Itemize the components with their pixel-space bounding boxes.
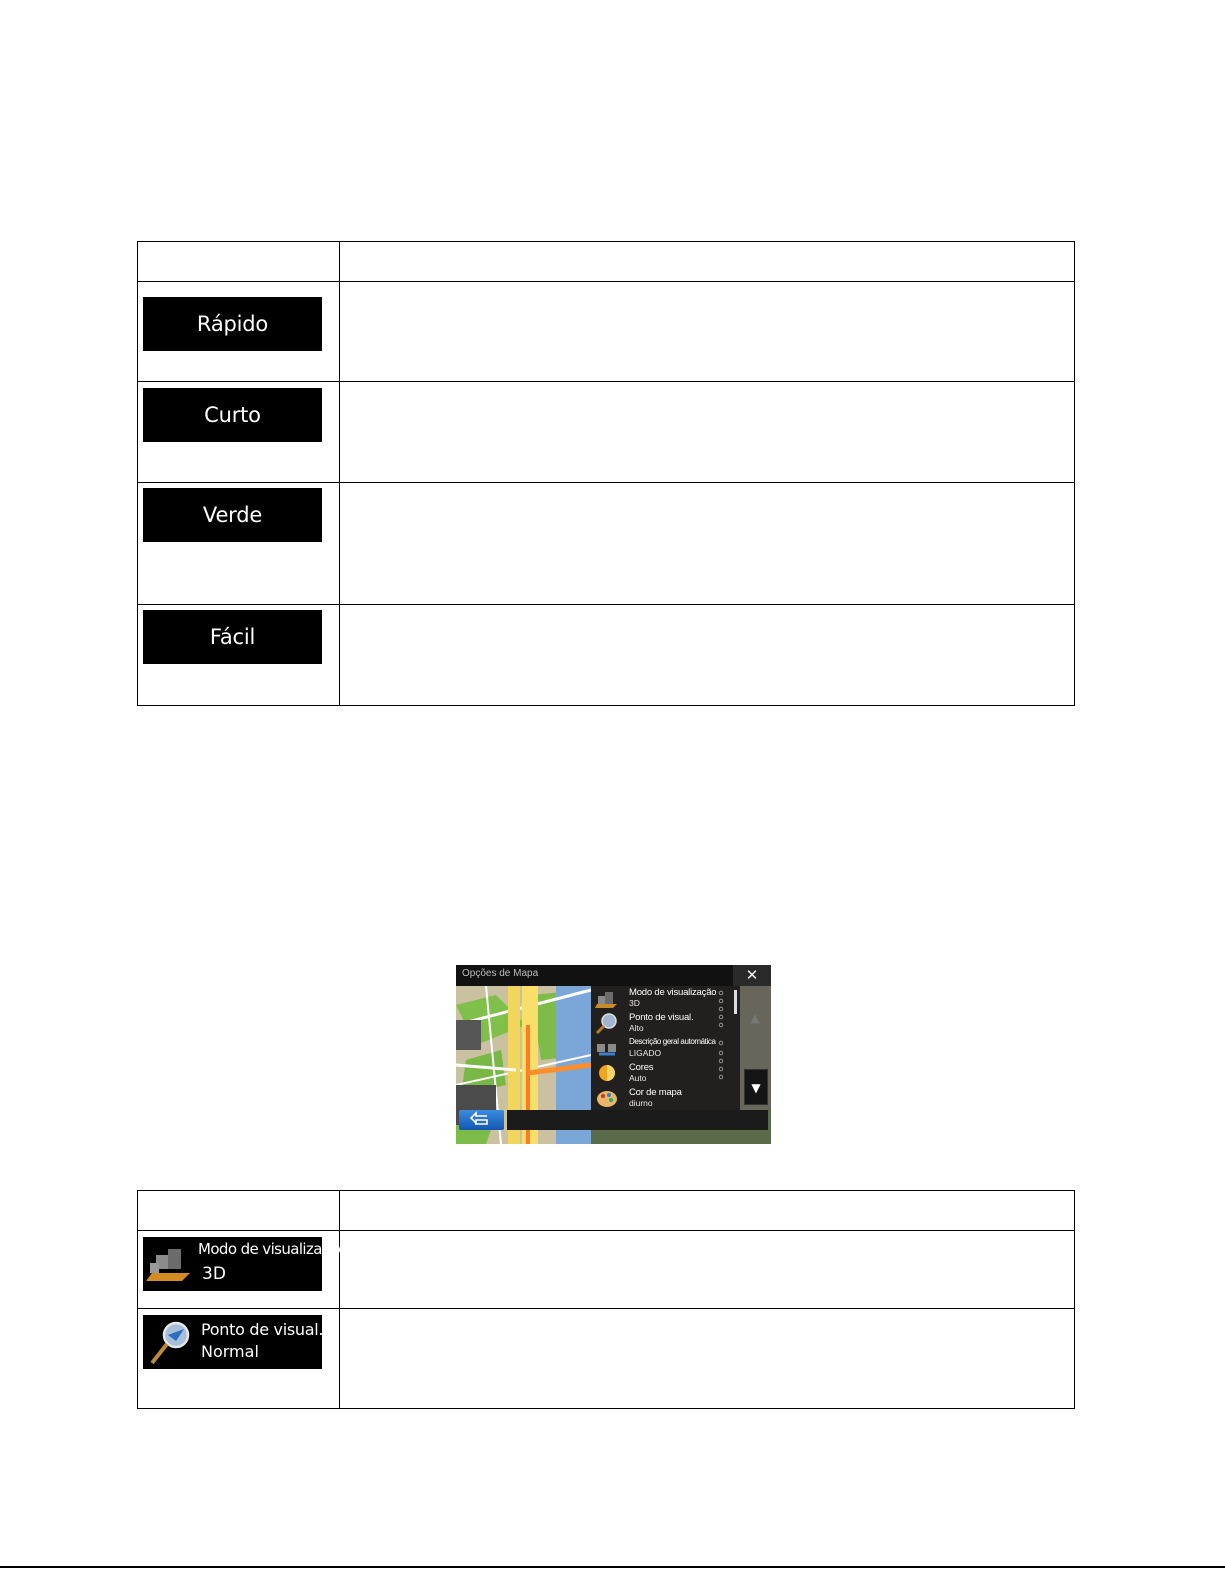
table-header-row: [138, 242, 1075, 282]
table-row: [138, 1231, 1075, 1309]
title-bar: [456, 965, 771, 986]
table-row: [138, 282, 1075, 382]
row-description: [340, 1309, 1075, 1409]
item-value: LIGADO: [629, 1048, 662, 1058]
list-item-map-color[interactable]: [591, 1086, 740, 1111]
button-value: 3D: [202, 1264, 226, 1284]
table-row: [138, 382, 1075, 483]
header-cell: [340, 1191, 1075, 1231]
back-arrow-icon: [459, 1110, 504, 1130]
item-label: Ponto de visual.: [629, 1012, 694, 1023]
bottom-bar: [456, 1110, 771, 1132]
button-label: Ponto de visual.: [201, 1320, 324, 1339]
row-description: [340, 282, 1075, 382]
buildings-icon: [146, 1241, 194, 1287]
scroll-up-icon[interactable]: ▲: [750, 1011, 760, 1025]
item-value: diurno: [629, 1098, 653, 1108]
overview-icon: [595, 1038, 619, 1059]
route-types-table: [137, 241, 1075, 706]
short-route-button[interactable]: Curto: [143, 388, 322, 442]
row-description: [340, 1231, 1075, 1309]
easy-route-button[interactable]: Fácil: [143, 610, 322, 664]
row-description: [340, 605, 1075, 706]
table-row: [138, 1309, 1075, 1409]
table-row: [138, 483, 1075, 605]
item-label: Cores: [629, 1062, 654, 1073]
row-description: [340, 382, 1075, 483]
button-label: Modo de visualização: [198, 1240, 347, 1258]
green-route-button[interactable]: Verde: [143, 488, 322, 542]
sun-icon: [595, 1063, 619, 1084]
table-row: [138, 605, 1075, 706]
item-value: 3D: [629, 998, 640, 1008]
buildings-icon: [595, 988, 619, 1009]
page-bottom-rule: [0, 1566, 1225, 1568]
header-cell: [138, 242, 340, 282]
item-label: Cor de mapa: [629, 1087, 682, 1098]
map-options-table: [137, 1190, 1075, 1409]
row-description: [340, 483, 1075, 605]
scrollbar-thumb[interactable]: [734, 990, 737, 1014]
item-value: Alto: [629, 1023, 644, 1033]
map-options-screenshot: [456, 965, 771, 1144]
list-indicator-dots: [718, 989, 724, 1085]
item-label: Modo de visualização: [629, 987, 717, 998]
palette-icon: [595, 1088, 619, 1109]
status-bar: [507, 1110, 768, 1130]
viewpoint-button[interactable]: [143, 1315, 322, 1369]
table-header-row: [138, 1191, 1075, 1231]
header-cell: [340, 242, 1075, 282]
magnifier-icon: [146, 1319, 194, 1367]
close-icon[interactable]: ✕: [733, 965, 771, 986]
screen-title: Opções de Mapa: [462, 968, 539, 979]
item-value: Auto: [629, 1073, 647, 1083]
scroll-down-icon[interactable]: ▼: [744, 1069, 768, 1105]
button-value: Normal: [201, 1342, 259, 1361]
back-button[interactable]: [459, 1110, 504, 1130]
fast-route-button[interactable]: Rápido: [143, 297, 322, 351]
magnifier-icon: [595, 1013, 619, 1034]
item-label: Descrição geral automática: [629, 1037, 716, 1046]
view-mode-button[interactable]: [143, 1237, 347, 1291]
header-cell: [138, 1191, 340, 1231]
